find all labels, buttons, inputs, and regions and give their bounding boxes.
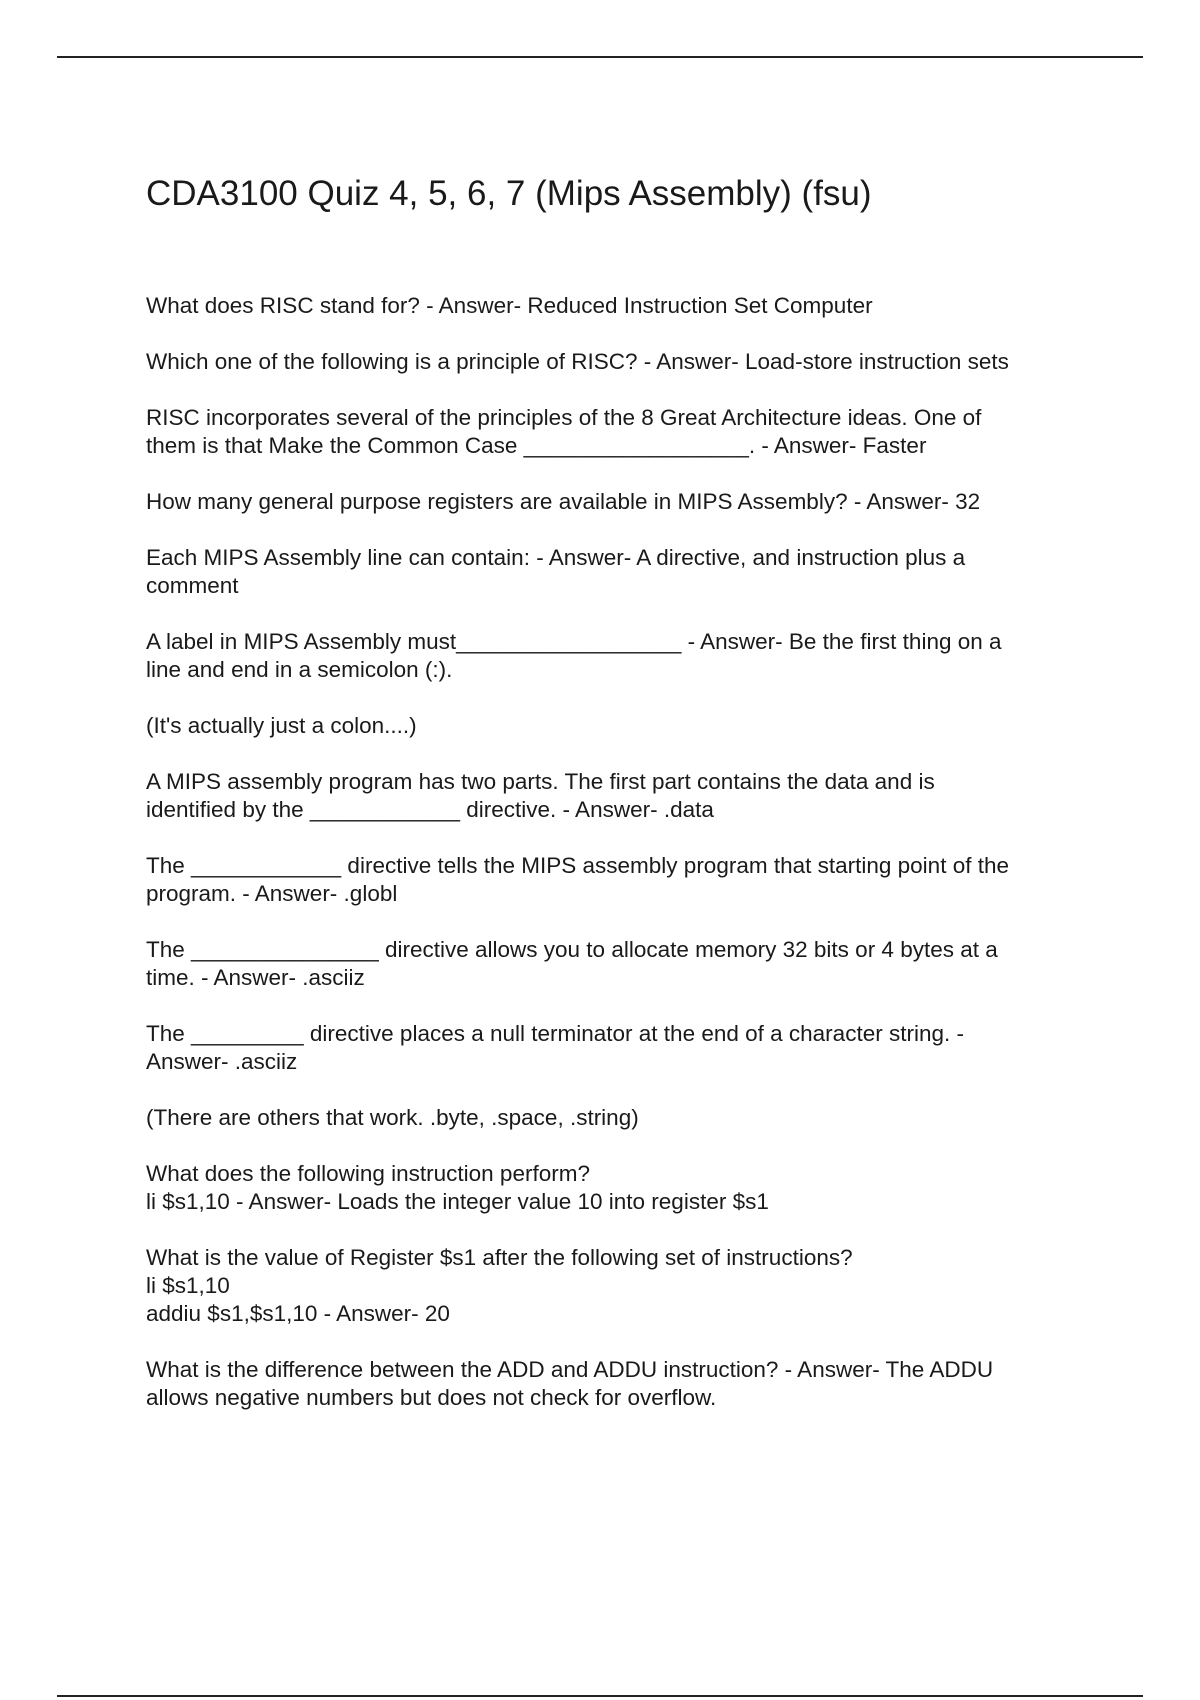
qa-item: Each MIPS Assembly line can contain: - Answer- A directive, and instruction plus a comment (146, 545, 966, 598)
qa-item: How many general purpose registers are available in MIPS Assembly? - Answer- 32 (146, 489, 981, 514)
bottom-rule (57, 1695, 1143, 1697)
question-answer-list (146, 292, 1086, 1440)
note-item: (There are others that work. .byte, .space, .string) (146, 1105, 639, 1130)
qa-item: What is the value of Register $s1 after the following set of instructions? li $s1,10 addiu $s1,$s1,10 - Answer- 20 (146, 1245, 853, 1326)
qa-item: What is the difference between the ADD and ADDU instruction? - Answer- The ADDU allows negative numbers but does not check for overflow. (146, 1357, 994, 1410)
top-rule (57, 56, 1143, 58)
qa-item: A MIPS assembly program has two parts. The first part contains the data and is identified by the ____________ directive. - Answer- .data (146, 769, 935, 822)
document-title: CDA3100 Quiz 4, 5, 6, 7 (Mips Assembly) (fsu) (146, 174, 872, 213)
qa-item: Which one of the following is a principle of RISC? - Answer- Load-store instruction sets (146, 349, 1009, 374)
note-item: (It's actually just a colon....) (146, 713, 417, 738)
qa-item: The _______________ directive allows you to allocate memory 32 bits or 4 bytes at a time. - Answer- .asciiz (146, 937, 998, 990)
qa-item: What does RISC stand for? - Answer- Reduced Instruction Set Computer (146, 293, 873, 318)
qa-item: RISC incorporates several of the principles of the 8 Great Architecture ideas. One of them is that Make the Common Case __________________. - Answer- Faster (146, 405, 982, 458)
qa-item: The _________ directive places a null terminator at the end of a character string. - Answer- .asciiz (146, 1021, 964, 1074)
qa-item: A label in MIPS Assembly must__________________ - Answer- Be the first thing on a line and end in a semicolon (:). (146, 629, 1002, 682)
qa-item: What does the following instruction perform? li $s1,10 - Answer- Loads the integer value 10 into register $s1 (146, 1161, 769, 1214)
qa-item: The ____________ directive tells the MIPS assembly program that starting point of the program. - Answer- .globl (146, 853, 1009, 906)
